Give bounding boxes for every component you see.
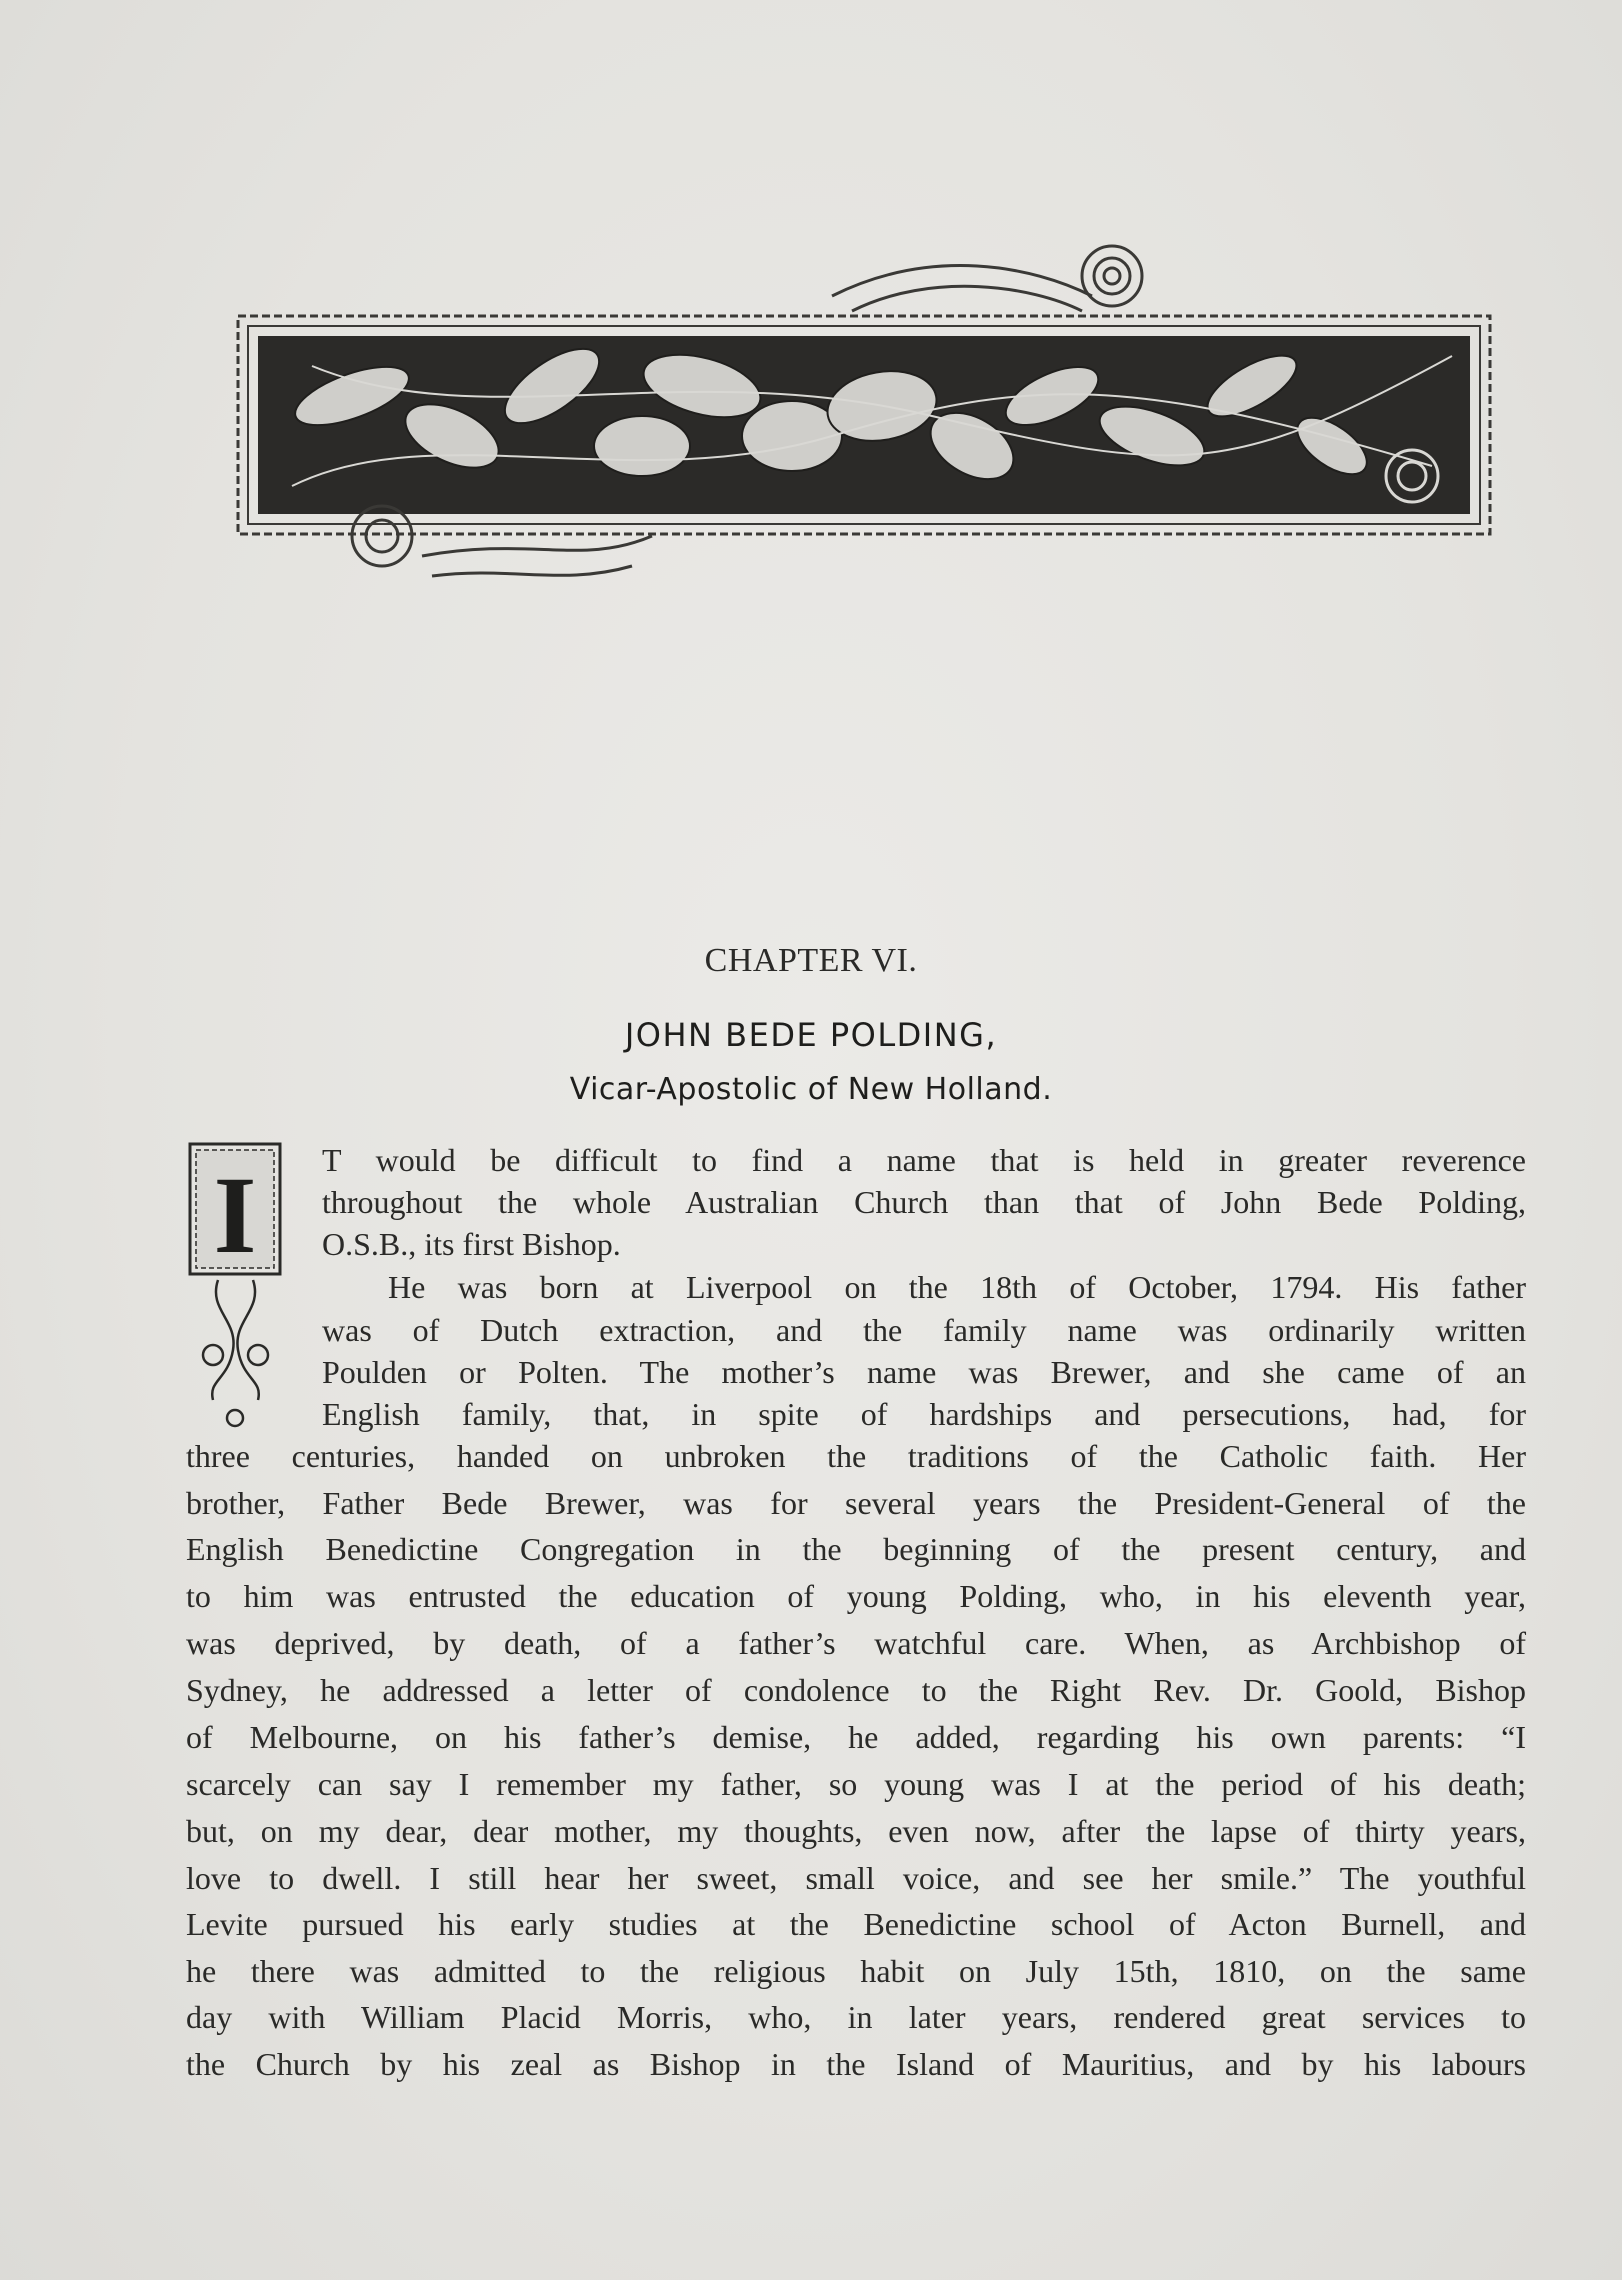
text-line: but, on my dear, dear mother, my thoughts, even now, after the lapse of thirty years, (186, 1813, 1526, 1849)
text-line: Levite pursued his early studies at the Benedictine school of Acton Burnell, and (186, 1906, 1526, 1942)
section-title: JOHN BEDE POLDING, (624, 1016, 998, 1054)
text-line: English family, that, in spite of hardships and persecutions, had, for (322, 1396, 1526, 1432)
text-line: T would be difficult to find a name that is held in greater reverence (322, 1142, 1526, 1178)
text-line: was of Dutch extraction, and the family name was ordinarily written (322, 1312, 1526, 1348)
chapter-heading: CHAPTER VI. (704, 942, 918, 979)
text-line: He was born at Liverpool on the 18th of October, 1794. His father (388, 1269, 1526, 1305)
text-line: the Church by his zeal as Bishop in the Island of Mauritius, and by his labours (186, 2046, 1526, 2082)
text-line: of Melbourne, on his father’s demise, he added, regarding his own parents: “I (186, 1719, 1526, 1755)
section-subtitle: Vicar-Apostolic of New Holland. (569, 1072, 1053, 1107)
text-line: O.S.B., its first Bishop. (322, 1226, 621, 1262)
svg-text:I: I (213, 1154, 257, 1276)
text-line: day with William Placid Morris, who, in later years, rendered great services to (186, 1999, 1526, 2035)
text-line: English Benedictine Congregation in the beginning of the present century, and (186, 1531, 1526, 1567)
floral-header-ornament (232, 236, 1500, 606)
text-line: he there was admitted to the religious habit on July 15th, 1810, on the same (186, 1953, 1526, 1989)
text-line: throughout the whole Australian Church than that of John Bede Polding, (322, 1184, 1526, 1220)
decorated-dropcap (188, 1140, 288, 1430)
text-line: Sydney, he addressed a letter of condolence to the Right Rev. Dr. Goold, Bishop (186, 1672, 1526, 1708)
text-line: scarcely can say I remember my father, so young was I at the period of his death; (186, 1766, 1526, 1802)
text-line: love to dwell. I still hear her sweet, small voice, and see her smile.” The youthful (186, 1860, 1526, 1896)
text-line: brother, Father Bede Brewer, was for several years the President-General of the (186, 1485, 1526, 1521)
text-line: Poulden or Polten. The mother’s name was Brewer, and she came of an (322, 1354, 1526, 1390)
text-line: three centuries, handed on unbroken the traditions of the Catholic faith. Her (186, 1438, 1526, 1474)
text-line: was deprived, by death, of a father’s watchful care. When, as Archbishop of (186, 1625, 1526, 1661)
text-line: to him was entrusted the education of young Polding, who, in his eleventh year, (186, 1578, 1526, 1614)
